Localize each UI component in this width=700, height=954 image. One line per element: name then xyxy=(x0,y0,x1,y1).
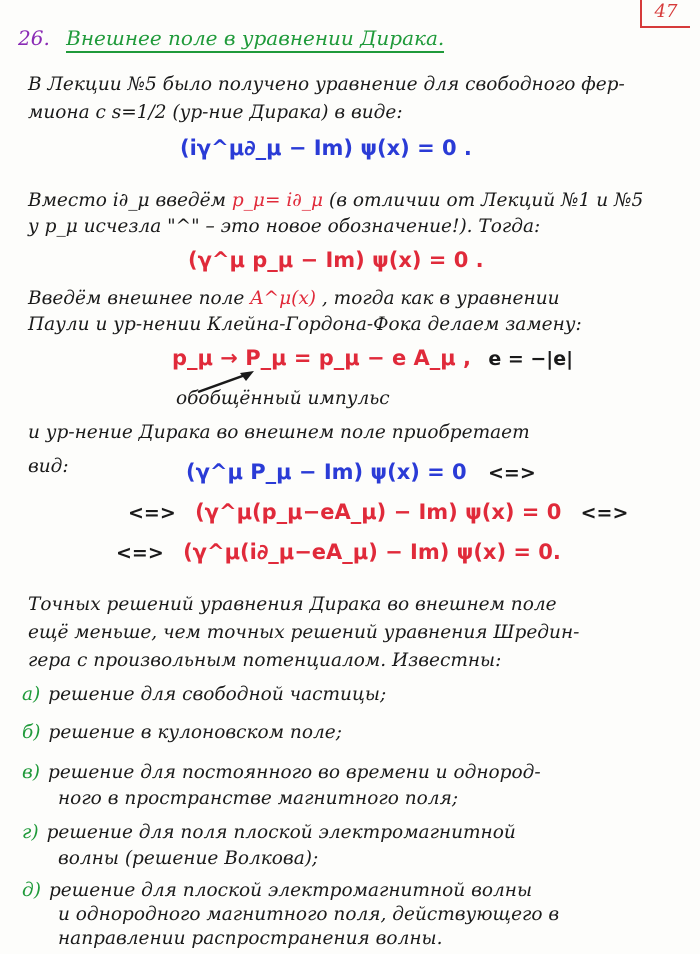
eq4-main: (γ^μ P_μ − Im) ψ(x) = 0 xyxy=(186,460,467,484)
list-item xyxy=(22,880,532,901)
para1-line1: В Лекции №5 было получено уравнение для свободного фер- xyxy=(28,74,625,95)
external-field-symbol: A^μ(x) xyxy=(250,288,317,309)
eq6-arrow-before: <=> xyxy=(116,542,164,564)
list-item xyxy=(22,684,386,705)
section-heading xyxy=(18,26,444,50)
para2-line1-c: (в отличии от Лекций №1 и №5 xyxy=(328,190,644,211)
list-item xyxy=(22,722,342,743)
list-item-label: в) xyxy=(22,762,40,783)
list-item-continuation: и однородного магнитного поля, действующего в xyxy=(58,904,560,925)
eq5-arrow-before: <=> xyxy=(128,502,176,524)
equation-dirac-external-2 xyxy=(128,500,628,524)
para5-line3: гера с произвольным потенциалом. Известны: xyxy=(28,650,502,671)
equation-substitution xyxy=(172,346,573,370)
list-item-label: б) xyxy=(22,722,41,743)
list-item-label: а) xyxy=(22,684,41,705)
list-item-text: решение для плоской электромагнитной волны xyxy=(48,880,533,901)
section-title: Внешнее поле в уравнении Дирака. xyxy=(66,26,444,53)
list-item xyxy=(22,762,541,783)
para3-line1-c: , тогда как в уравнении xyxy=(321,288,560,309)
para5-line2: ещё меньше, чем точных решений уравнения Шредин- xyxy=(28,622,580,643)
list-item-continuation: направлении распространения волны. xyxy=(58,928,443,949)
list-item-label: д) xyxy=(22,880,41,901)
list-item-text: решение для поля плоской электромагнитной xyxy=(46,822,516,843)
list-item-label: г) xyxy=(22,822,39,843)
momentum-definition: p_μ= i∂_μ xyxy=(231,190,324,211)
page-number: 47 xyxy=(640,0,690,28)
para3-line1 xyxy=(28,288,560,309)
eq5-main: (γ^μ(p_μ−eA_μ) − Im) ψ(x) = 0 xyxy=(195,500,562,524)
para5-line1: Точных решений уравнения Дирака во внешнем поле xyxy=(28,594,557,615)
equation-dirac-external-3 xyxy=(116,540,561,564)
para1-line2: миона с s=1/2 (ур-ние Дирака) в виде: xyxy=(28,102,403,123)
charge-note: e = −|e| xyxy=(488,348,574,370)
para2-line1-a: Вместо i∂_μ введём xyxy=(28,190,226,211)
para4-line2: вид: xyxy=(28,456,69,477)
para3-line1-a: Введём внешнее поле xyxy=(28,288,245,309)
equation-free-dirac: (iγ^μ∂_μ − Im) ψ(x) = 0 . xyxy=(180,136,472,160)
para2-line1 xyxy=(28,190,643,211)
list-item xyxy=(22,822,516,843)
list-item-text: решение для постоянного во времени и однород- xyxy=(48,762,541,783)
section-number: 26. xyxy=(18,26,50,50)
para2-line2: у p_μ исчезла "^" – это новое обозначение!). Тогда: xyxy=(28,216,541,237)
list-item-continuation: ного в пространстве магнитного поля; xyxy=(58,788,459,809)
list-item-text: решение в кулоновском поле; xyxy=(48,722,342,743)
para3-line2: Паули и ур-нении Клейна-Гордона-Фока делаем замену: xyxy=(28,314,582,335)
equation-momentum-form: (γ^μ p_μ − Im) ψ(x) = 0 . xyxy=(188,248,484,272)
list-item-text: решение для свободной частицы; xyxy=(48,684,387,705)
eq6-main: (γ^μ(i∂_μ−eA_μ) − Im) ψ(x) = 0. xyxy=(183,540,561,564)
equation-dirac-external-1 xyxy=(186,460,536,484)
para4-line1: и ур-нение Дирака во внешнем поле приобретает xyxy=(28,422,530,443)
list-item-continuation: волны (решение Волкова); xyxy=(58,848,319,869)
generalized-momentum-label: обобщённый импульс xyxy=(176,388,390,409)
eq5-arrow-after: <=> xyxy=(580,502,629,524)
eq4-arrow: <=> xyxy=(487,462,536,484)
substitution-main: p_μ → P_μ = p_μ − e A_μ , xyxy=(172,346,472,370)
